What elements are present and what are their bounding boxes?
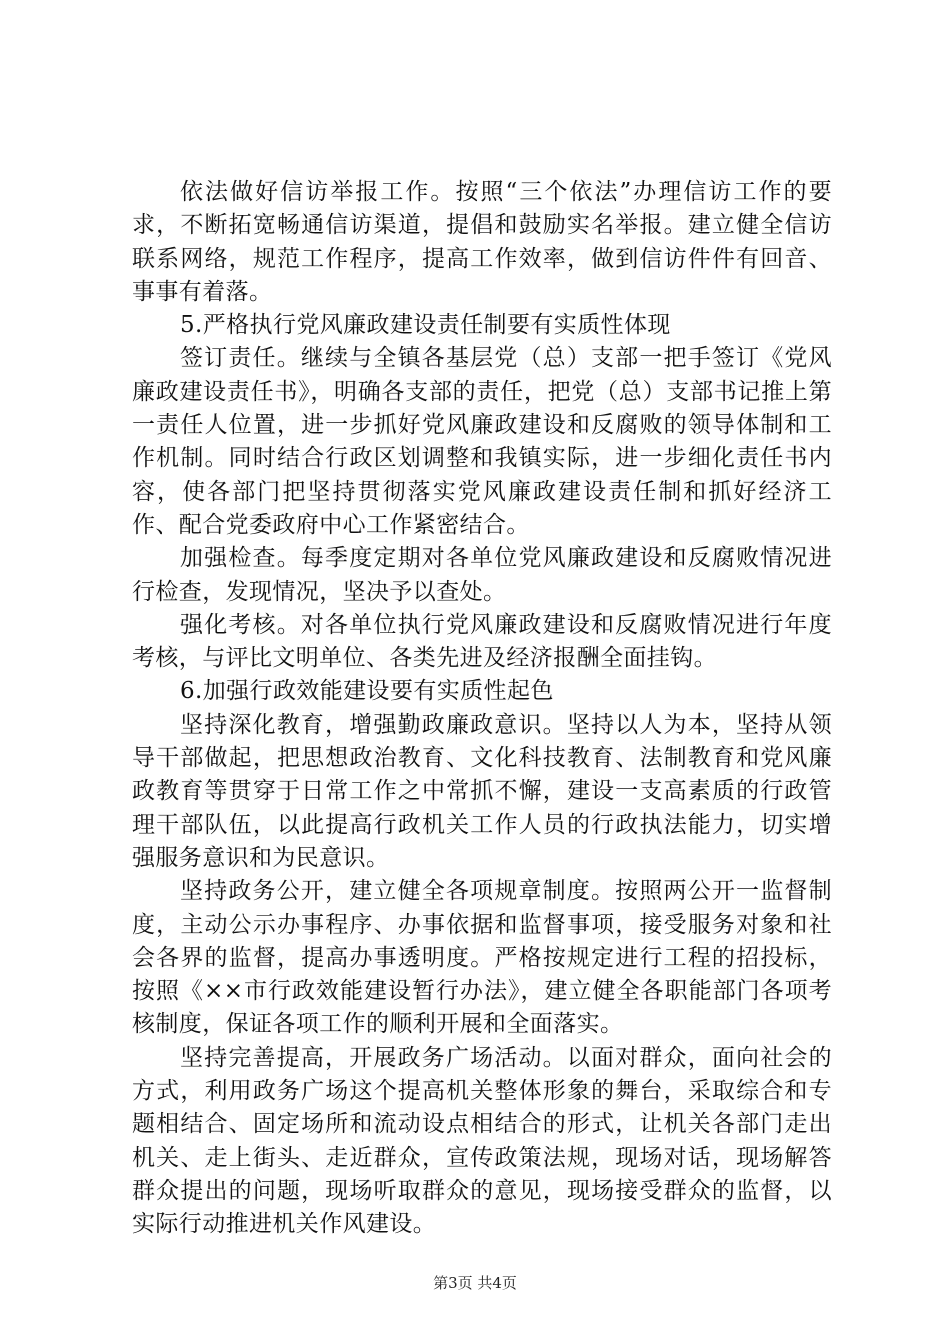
paragraph: 强化考核。对各单位执行党风廉政建设和反腐败情况进行年度考核，与评比文明单位、各类先进及经济报酬全面挂钩。 [132,611,832,672]
paragraph: 依法做好信访举报工作。按照“三个依法”办理信访工作的要求，不断拓宽畅通信访渠道，提倡和鼓励实名举报。建立健全信访联系网络，规范工作程序，提高工作效率，做到信访件件有回音、事事有着落。 [132,179,832,305]
paragraph: 坚持深化教育，增强勤政廉政意识。坚持以人为本，坚持从领导干部做起，把思想政治教育、文化科技教育、法制教育和党风廉政教育等贯穿于日常工作之中常抓不懈，建设一支高素质的行政管理干部队伍，以此提高行政机关工作人员的行政执法能力，切实增强服务意识和为民意识。 [132,711,832,871]
paragraph: 坚持政务公开，建立健全各项规章制度。按照两公开一监督制度，主动公示办事程序、办事依据和监督事项，接受服务对象和社会各界的监督，提高办事透明度。严格按规定进行工程的招投标，按照《××市行政效能建设暂行办法》，建立健全各职能部门各项考核制度，保证各项工作的顺利开展和全面落实。 [132,878,832,1038]
paragraph: 坚持完善提高，开展政务广场活动。以面对群众，面向社会的方式，利用政务广场这个提高机关整体形象的舞台，采取综合和专题相结合、固定场所和流动设点相结合的形式，让机关各部门走出机关、走上街头、走近群众，宣传政策法规，现场对话，现场解答群众提出的问题，现场听取群众的意见，现场接受群众的监督，以实际行动推进机关作风建设。 [132,1044,832,1238]
page-footer: 第3页 共4页 [433,1274,517,1292]
section-heading: 6.加强行政效能建设要有实质性起色 [180,678,554,705]
section-heading: 5.严格执行党风廉政建设责任制要有实质性体现 [180,312,671,339]
paragraph: 加强检查。每季度定期对各单位党风廉政建设和反腐败情况进行检查，发现情况，坚决予以查处。 [132,545,832,605]
document-body [132,176,832,1242]
paragraph: 签订责任。继续与全镇各基层党（总）支部一把手签订《党风廉政建设责任书》，明确各支部的责任，把党（总）支部书记推上第一责任人位置，进一步抓好党风廉政建设和反腐败的领导体制和工作机制。同时结合行政区划调整和我镇实际，进一步细化责任书内容，使各部门把坚持贯彻落实党风廉政建设责任制和抓好经济工作、配合党委政府中心工作紧密结合。 [132,345,832,538]
